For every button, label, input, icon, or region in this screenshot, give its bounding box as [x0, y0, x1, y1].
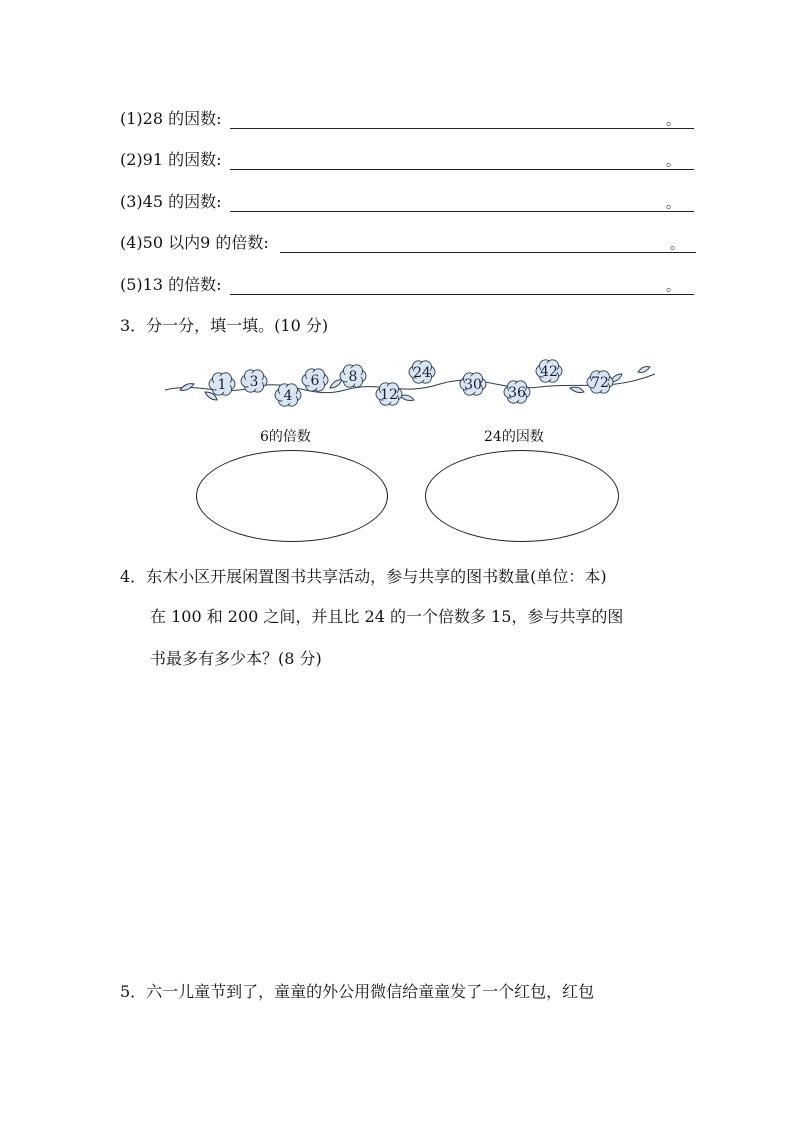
svg-text:3: 3: [249, 374, 259, 390]
fill-label: (2)91 的因数:: [120, 150, 222, 169]
question-5-line-1: 5．六一儿童节到了，童童的外公用微信给童童发了一个红包，红包: [120, 982, 595, 1001]
question-4-line-2: 在 100 和 200 之间，并且比 24 的一个倍数多 15，参与共享的图: [150, 607, 624, 626]
flower-number-8: [340, 365, 366, 387]
fill-item-1: [120, 106, 694, 132]
flower-number-42: [536, 360, 562, 382]
flower-number-12: [376, 383, 402, 405]
svg-text:30: 30: [464, 377, 482, 393]
period-mark: 。: [666, 113, 680, 129]
answer-line[interactable]: [230, 294, 694, 295]
svg-text:42: 42: [540, 364, 558, 380]
svg-text:12: 12: [380, 387, 398, 403]
period-mark: 。: [666, 196, 680, 212]
fill-label: (3)45 的因数:: [120, 192, 222, 211]
factors-of-24-oval[interactable]: [425, 450, 619, 542]
flower-number-72: [587, 371, 613, 393]
left-oval-label: 6的倍数: [260, 429, 311, 445]
question-4-line-3: 书最多有多少本？(8 分): [150, 649, 322, 668]
period-mark: 。: [666, 279, 680, 295]
answer-line[interactable]: [230, 211, 694, 212]
answer-line[interactable]: [280, 252, 696, 253]
fill-item-2: [120, 147, 694, 173]
fill-item-5: [120, 272, 694, 298]
fill-label: (5)13 的倍数:: [120, 275, 222, 294]
flower-number-4: [275, 384, 301, 406]
svg-text:72: 72: [591, 375, 609, 391]
fill-item-3: [120, 189, 694, 215]
flower-number-1: [209, 373, 235, 395]
flower-number-6: [302, 369, 328, 391]
flower-vine-illustration: [160, 352, 660, 412]
svg-text:6: 6: [310, 373, 320, 389]
svg-text:36: 36: [508, 385, 526, 401]
svg-text:8: 8: [348, 369, 358, 385]
period-mark: 。: [670, 237, 684, 253]
flower-number-3: [241, 370, 267, 392]
flower-number-30: [460, 373, 486, 395]
flower-number-24: [409, 361, 435, 383]
svg-text:24: 24: [413, 365, 431, 381]
right-oval-label: 24的因数: [484, 429, 544, 445]
fill-item-4: [120, 230, 696, 256]
fill-label: (4)50 以内9 的倍数:: [120, 233, 269, 252]
answer-line[interactable]: [230, 169, 694, 170]
question-3-title: 3．分一分，填一填。(10 分): [120, 316, 329, 335]
svg-text:4: 4: [283, 388, 293, 404]
question-4-line-1: 4．东木小区开展闲置图书共享活动，参与共享的图书数量(单位：本): [120, 567, 607, 586]
fill-label: (1)28 的因数:: [120, 109, 222, 128]
period-mark: 。: [666, 154, 680, 170]
svg-text:1: 1: [217, 377, 227, 393]
answer-line[interactable]: [230, 128, 694, 129]
flower-number-36: [504, 381, 530, 403]
multiples-of-6-oval[interactable]: [196, 450, 388, 542]
